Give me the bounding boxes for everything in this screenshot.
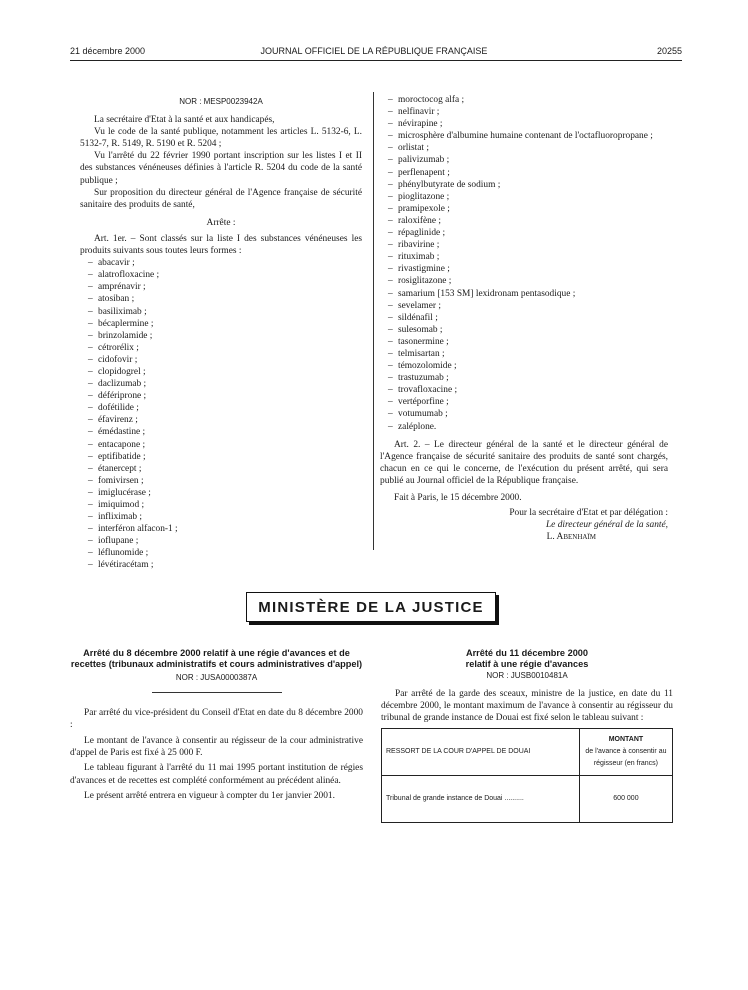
- table-header-ressort: RESSORT DE LA COUR D'APPEL DE DOUAI: [382, 729, 580, 776]
- list-item: – interféron alfacon-1 ;: [88, 523, 362, 535]
- list-item: – névirapine ;: [388, 118, 668, 130]
- list-item: – émédastine ;: [88, 426, 362, 438]
- header-rule: [70, 60, 682, 61]
- substance-list-left: [80, 257, 362, 571]
- avance-table: [381, 728, 673, 823]
- arrete3-title-line-1: Arrêté du 11 décembre 2000: [465, 648, 589, 658]
- list-item: – vertéporfine ;: [388, 396, 668, 408]
- arrete1-para-4: Sur proposition du directeur général de l'Agence française de sécurité sanitaire des produits de santé,: [80, 187, 362, 210]
- substance-list-right: [380, 94, 668, 433]
- arrete1-para-3: Vu l'arrêté du 22 février 1990 portant inscription sur les listes I et II des substances vénéneuses définies à l'article R. 5204 du code de la santé publique ;: [80, 151, 362, 186]
- list-item: – tasonermine ;: [388, 336, 668, 348]
- list-item: – pioglitazone ;: [388, 191, 668, 203]
- arrete2-para-2: Le montant de l'avance à consentir au régisseur de la cour administrative d'appel de Paris est fixé à 25 000 F.: [70, 736, 363, 759]
- table-header-row: [382, 729, 673, 776]
- arrete1-fait: Fait à Paris, le 15 décembre 2000.: [394, 493, 522, 503]
- list-item: – palivizumab ;: [388, 154, 668, 166]
- list-item: – lévétiracétam ;: [88, 559, 362, 571]
- list-item: – sulesomab ;: [388, 324, 668, 336]
- list-item: – rosiglitazone ;: [388, 275, 668, 287]
- list-item: – amprénavir ;: [88, 281, 362, 293]
- list-item: – dofétilide ;: [88, 402, 362, 414]
- ministry-title: MINISTÈRE DE LA JUSTICE: [258, 598, 484, 616]
- list-item: – eptifibatide ;: [88, 451, 362, 463]
- list-item: – nelfinavir ;: [388, 106, 668, 118]
- list-item: – rivastigmine ;: [388, 263, 668, 275]
- list-item: – pramipexole ;: [388, 203, 668, 215]
- list-item: – microsphère d'albumine humaine contenant de l'octafluoropropane ;: [388, 130, 668, 142]
- list-item: – sevelamer ;: [388, 300, 668, 312]
- arrete3-title-line-2: relatif à une régie d'avances: [465, 658, 589, 669]
- arrete2-title: Arrêté du 8 décembre 2000 relatif à une régie d'avances et de recettes (tribunaux administratifs et cours administratives d'appel): [70, 648, 363, 669]
- list-item: – orlistat ;: [388, 142, 668, 154]
- list-item: – ribavirine ;: [388, 239, 668, 251]
- table-header-montant-title: MONTANT: [608, 736, 644, 744]
- list-item: – rituximab ;: [388, 251, 668, 263]
- arrete3-column: [381, 648, 673, 823]
- list-item: – ioflupane ;: [88, 535, 362, 547]
- arrete1-para-2: Vu le code de la santé publique, notamment les articles L. 5132-6, L. 5132-7, R. 5149, R. 5190 et R. 5204 ;: [80, 127, 362, 150]
- arrete2-para-4: Le présent arrêté entrera en vigueur à compter du 1er janvier 2001.: [84, 790, 335, 801]
- arrete2-rule: [152, 692, 282, 693]
- arrete1-article-2: Art. 2. – Le directeur général de la santé et le directeur général de l'Agence française de sécurité sanitaire des produits de santé sont chargés, chacun en ce qui le concerne, de l'exécution du présent arrêté, qui sera publié au Journal officiel de la République française.: [380, 439, 668, 486]
- list-item: – imiquimod ;: [88, 499, 362, 511]
- arrete1-arrete: Arrête :: [206, 217, 236, 228]
- list-item: – zaléplone.: [388, 421, 668, 433]
- arrete1-nor: NOR : MESP0023942A: [179, 97, 263, 106]
- arrete2-nor: NOR : JUSA0000387A: [175, 673, 258, 682]
- list-item: – cidofovir ;: [88, 354, 362, 366]
- table-cell-amount: 600 000: [579, 776, 672, 823]
- list-item: – trovafloxacine ;: [388, 384, 668, 396]
- list-item: – samarium [153 SM] lexidronam pentasodique ;: [388, 288, 668, 300]
- list-item: – perflenapent ;: [388, 167, 668, 179]
- table-header-montant: [579, 729, 672, 776]
- header-page-number: 20255: [656, 46, 682, 56]
- column-separator: [373, 92, 374, 550]
- arrete2-column: [70, 648, 363, 802]
- arrete1-signature-name: L. Abenhaïm: [546, 532, 596, 543]
- list-item: – atosiban ;: [88, 293, 362, 305]
- list-item: – trastuzumab ;: [388, 372, 668, 384]
- arrete1-right-column: [380, 94, 668, 543]
- list-item: – entacapone ;: [88, 439, 362, 451]
- list-item: – daclizumab ;: [88, 378, 362, 390]
- list-item: – abacavir ;: [88, 257, 362, 269]
- list-item: – cétrorélix ;: [88, 342, 362, 354]
- table-cell-tribunal-label: Tribunal de grande instance de Douai: [386, 795, 503, 803]
- list-item: – fomivirsen ;: [88, 475, 362, 487]
- table-header-montant-sub: de l'avance à consentir au régisseur (en francs): [585, 748, 667, 768]
- arrete3-nor: NOR : JUSB0010481A: [486, 671, 568, 680]
- arrete1-article-1: Art. 1er. – Sont classés sur la liste I des substances vénéneuses les produits suivants sous toutes leurs formes :: [80, 233, 362, 257]
- arrete3-para-1: Par arrêté de la garde des sceaux, ministre de la justice, en date du 11 décembre 2000, le montant maximum de l'avance à consentir au régisseur du tribunal de grande instance de Douai est fixé selon le tableau suivant :: [381, 689, 673, 724]
- arrete2-para-3: Le tableau figurant à l'arrêté du 11 mai 1995 portant institution de régies d'avances et de recettes est complété conformément au précédent alinéa.: [70, 763, 363, 786]
- list-item: – raloxifène ;: [388, 215, 668, 227]
- list-item: – étanercept ;: [88, 463, 362, 475]
- list-item: – répaglinide ;: [388, 227, 668, 239]
- list-item: – telmisartan ;: [388, 348, 668, 360]
- list-item: – bécaplermine ;: [88, 318, 362, 330]
- list-item: – sildénafil ;: [388, 312, 668, 324]
- list-item: – défériprone ;: [88, 390, 362, 402]
- list-item: – votumumab ;: [388, 408, 668, 420]
- table-row: [382, 776, 673, 823]
- list-item: – basiliximab ;: [88, 306, 362, 318]
- ministry-heading: [246, 592, 496, 622]
- list-item: – brinzolamide ;: [88, 330, 362, 342]
- header-date: 21 décembre 2000: [70, 46, 146, 56]
- arrete1-left-column: [80, 96, 362, 572]
- list-item: – phénylbutyrate de sodium ;: [388, 179, 668, 191]
- arrete2-para-1: Par arrêté du vice-président du Conseil d'Etat en date du 8 décembre 2000 :: [70, 708, 363, 731]
- list-item: – clopidogrel ;: [88, 366, 362, 378]
- list-item: – témozolomide ;: [388, 360, 668, 372]
- list-item: – léflunomide ;: [88, 547, 362, 559]
- list-item: – imiglucérase ;: [88, 487, 362, 499]
- list-item: – éfavirenz ;: [88, 414, 362, 426]
- list-item: – moroctocog alfa ;: [388, 94, 668, 106]
- header-journal-title: JOURNAL OFFICIEL DE LA RÉPUBLIQUE FRANÇAISE: [260, 46, 488, 56]
- list-item: – alatrofloxacine ;: [88, 269, 362, 281]
- arrete1-signature-line-1: Pour la secrétaire d'Etat et par délégation :: [509, 508, 668, 519]
- arrete1-signature-line-2: Le directeur général de la santé,: [545, 520, 668, 531]
- table-cell-tribunal: Tribunal de grande instance de Douai ..........: [382, 776, 580, 823]
- list-item: – infliximab ;: [88, 511, 362, 523]
- arrete1-para-1: La secrétaire d'Etat à la santé et aux handicapés,: [94, 115, 275, 126]
